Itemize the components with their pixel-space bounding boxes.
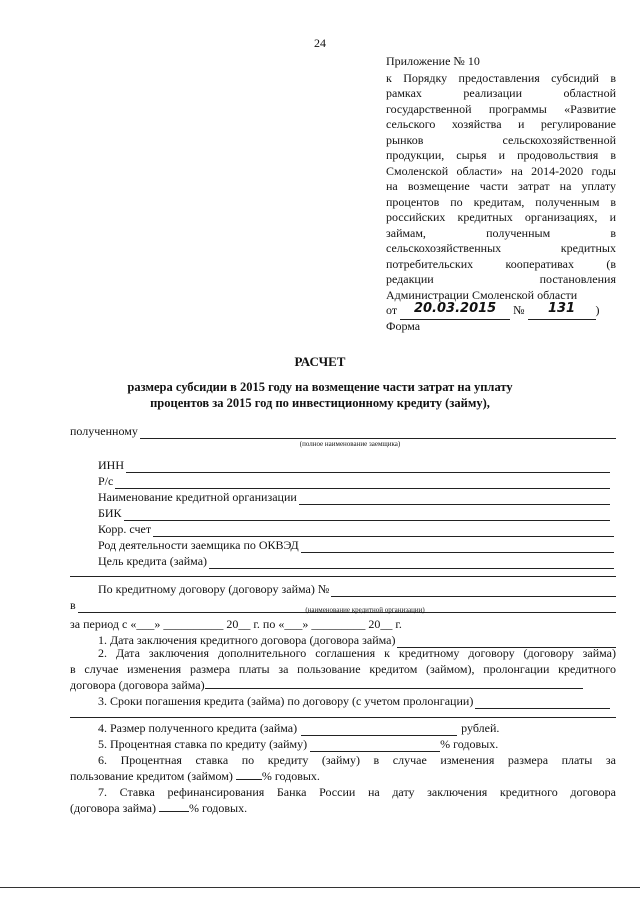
date-field [400, 303, 510, 320]
contract-number-field[interactable] [331, 585, 616, 597]
appendix-block [386, 54, 616, 334]
item-7-label: (договора займа) [70, 801, 156, 815]
appendix-line: редакции постановления [386, 272, 616, 286]
item-2-last-label: договора (договора займа) [70, 678, 205, 692]
item-3-label: 3. Сроки погашения кредита (займа) по договору (с учетом пролонгации) [98, 694, 474, 708]
item-3-continuation-line[interactable] [70, 717, 616, 718]
item-5-unit: % годовых. [440, 737, 499, 751]
bik-field[interactable] [124, 509, 610, 521]
purpose-row [98, 554, 614, 569]
page-number: 24 [314, 36, 326, 50]
appendix-line: к Порядку предоставления субсидий в [386, 70, 616, 85]
account-field[interactable] [115, 477, 610, 489]
item-7-unit: % годовых. [188, 801, 248, 815]
account-label: Р/с [98, 474, 114, 488]
in-label: в [70, 598, 76, 612]
number-field [528, 303, 596, 320]
item-2-line-3 [70, 677, 616, 693]
okved-row [98, 538, 614, 553]
purpose-label: Цель кредита (займа) [98, 554, 208, 568]
contract-row [98, 582, 616, 597]
item-6-paragraph [70, 752, 616, 784]
appendix-line: продукции, сырья и продовольствия в [386, 148, 616, 162]
form-label: Форма [386, 318, 421, 333]
appendix-line: процентов по кредитам, полученным в [386, 194, 616, 209]
item-2-paragraph [70, 645, 616, 693]
page-bottom-divider [0, 887, 640, 888]
item-2-line-1: 2. Дата заключения дополнительного соглашения к кредитному договору (договору займа) [98, 646, 616, 660]
corr-account-row [98, 522, 614, 537]
item-6-field[interactable] [236, 779, 262, 780]
document-subtitle-line-1: размера субсидии в 2015 году на возмещение части затрат на уплату [127, 380, 513, 394]
appendix-line: сельского хозяйства и регулирование [386, 117, 616, 131]
borrower-hint: (полное наименование заемщика) [299, 440, 401, 448]
bik-row [98, 506, 610, 521]
from-label: от [386, 303, 398, 317]
inn-row [98, 458, 610, 473]
bik-label: БИК [98, 506, 122, 520]
document-subtitle-line-2: процентов за 2015 год по инвестиционному кредиту (займу), [150, 396, 490, 410]
document-title: РАСЧЕТ [294, 354, 346, 369]
item-4-row [98, 721, 616, 736]
bank-name-row [98, 490, 610, 505]
item-2-line-2: в случае изменения размера платы за пользование кредитом (займом), пролонгации кредитного [70, 662, 616, 676]
received-label: полученному [70, 424, 138, 438]
appendix-line: займам, полученным в [386, 225, 616, 240]
handwritten-date: 20.03.2015 [413, 301, 497, 316]
appendix-line: государственной программы «Развитие [386, 101, 616, 116]
bank-name-label: Наименование кредитной организации [98, 490, 297, 504]
okved-field[interactable] [301, 541, 614, 553]
item-5-row [98, 737, 616, 752]
okved-label: Род деятельности заемщика по ОКВЭД [98, 538, 299, 552]
item-7-line-2 [70, 800, 616, 816]
contract-label: По кредитному договору (договору займа) № [98, 582, 330, 596]
account-row [98, 474, 610, 489]
item-3-field[interactable] [475, 697, 610, 709]
appendix-date-line [386, 303, 616, 319]
item-4-unit: рублей. [461, 721, 500, 735]
item-6-unit: % годовых. [261, 769, 320, 783]
item-7-line-1: 7. Ставка рефинансирования Банка России на дату заключения кредитного договора [98, 785, 616, 799]
number-label: № [513, 303, 525, 317]
appendix-line: на возмещение части затрат на уплату [386, 179, 616, 193]
item-6-line-1: 6. Процентная ставка по кредиту (займу) в случае изменения размера платы за [98, 753, 616, 767]
period-row [70, 617, 616, 632]
item-7-paragraph [70, 784, 616, 816]
appendix-line: Смоленской области» на 2014-2020 годы [386, 163, 616, 178]
item-6-label: пользование кредитом (займом) [70, 769, 233, 783]
appendix-line: рынков сельскохозяйственной [386, 132, 616, 147]
item-2-field[interactable] [205, 688, 583, 689]
item-6-line-2 [70, 768, 616, 784]
bank-hint: (наименование кредитной организации) [305, 606, 425, 614]
purpose-field[interactable] [209, 557, 614, 569]
corr-account-label: Корр. счет [98, 522, 152, 536]
appendix-line: потребительских кооперативах (в [386, 256, 616, 271]
bank-name-field[interactable] [299, 493, 610, 505]
appendix-line: Администрации Смоленской области [386, 287, 578, 302]
handwritten-number: 131 [547, 301, 576, 316]
corr-account-field[interactable] [153, 525, 614, 537]
item-4-field[interactable] [301, 735, 457, 736]
period-text: за период с «___» __________ 20__ г. по «___» _________ 20__ г. [70, 617, 402, 631]
appendix-line: российских кредитных организациях, и [386, 210, 616, 224]
item-4-label: 4. Размер полученного кредита (займа) [98, 721, 298, 735]
item-7-field[interactable] [159, 811, 189, 812]
borrower-name-field[interactable] [140, 427, 616, 439]
purpose-continuation-line[interactable] [70, 576, 616, 577]
inn-label: ИНН [98, 458, 124, 472]
appendix-line: рамках реализации областной [386, 86, 616, 100]
appendix-line: сельскохозяйственных кредитных [386, 241, 616, 255]
item-3-row [98, 694, 610, 709]
borrower-row [70, 424, 616, 439]
item-5-label: 5. Процентная ставка по кредиту (займу) [98, 737, 308, 751]
close-paren: ) [595, 303, 600, 317]
item-1-label: 1. Дата заключения кредитного договора (договора займа) [98, 633, 396, 647]
inn-field[interactable] [126, 461, 610, 473]
appendix-title: Приложение № 10 [386, 54, 480, 68]
